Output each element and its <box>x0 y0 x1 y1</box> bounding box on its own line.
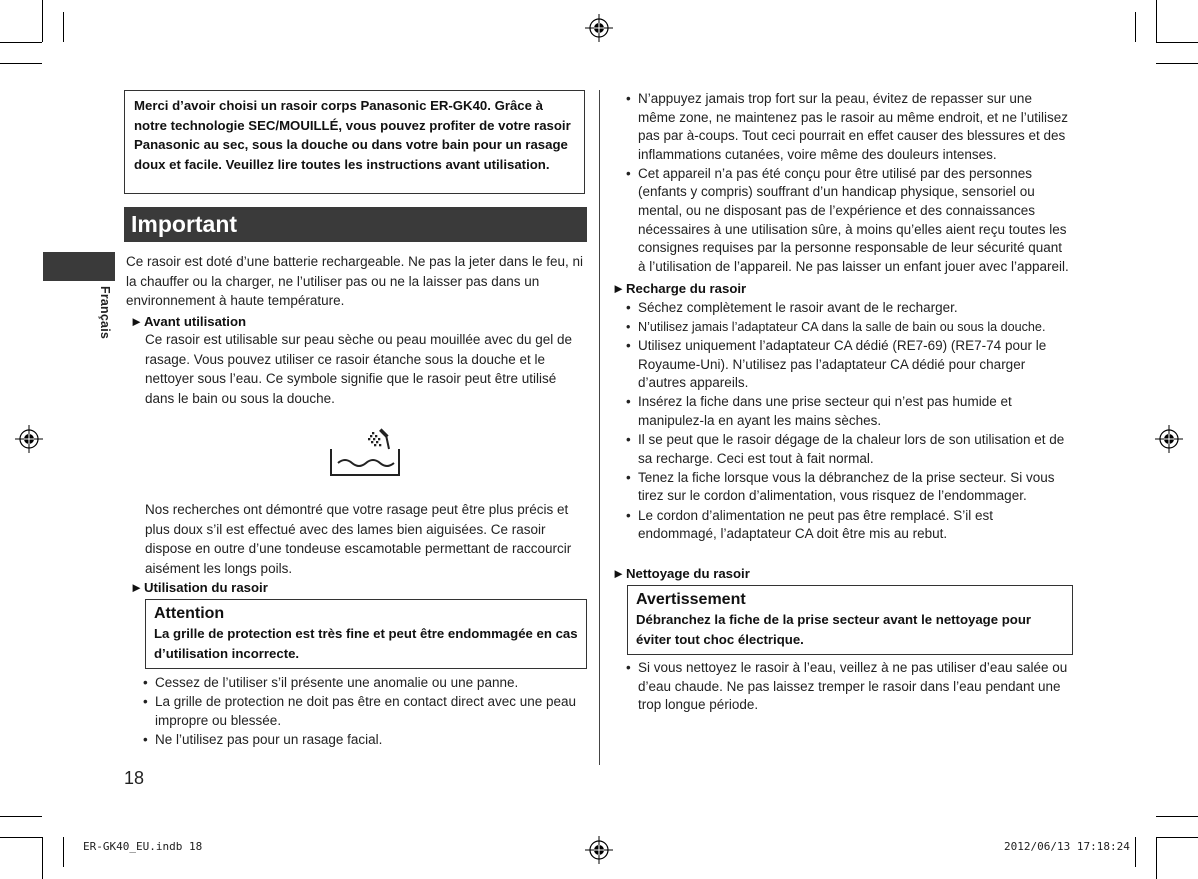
registration-mark-icon <box>585 836 613 864</box>
utilisation-heading <box>130 579 268 597</box>
list-item: • Cet appareil n’a pas été conçu pour être utilisé par des personnes (enfants y compris) souffrant d’un handicap physique, sensoriel ou mental, ou ne disposant pas de l’expérience et des connaissances nécessaires à une utilisation sûre, à moins qu’elles aient reçu toutes les consignes requises par la personne responsable de leur sécurité quant à l’utilisation de l’appareil. Ne pas laisser un enfant jouer avec l’appareil. <box>626 165 1073 277</box>
registration-mark-icon <box>15 425 43 453</box>
utilisation-list <box>143 674 583 750</box>
footer-date: 2012/06/13 17:18:24 <box>1004 840 1130 853</box>
avant-text-2: Nos recherches ont démontré que votre rasage peut être plus précis et plus doux s’il est effectué avec des lames bien aiguisées. Ce rasoir dispose en outre d’une tondeuse escamotable permettant de raccourcir aisément les longs poils. <box>145 502 572 576</box>
list-item: • Utilisez uniquement l’adaptateur CA dédié (RE7-69) (RE7-74 pour le Royaume-Uni). N’utilisez pas l’adaptateur CA dédié pour charger d’autres appareils. <box>626 337 1073 393</box>
utilisation-heading-label: Utilisation du rasoir <box>144 580 268 595</box>
intro-box: Merci d’avoir choisi un rasoir corps Panasonic ER-GK40. Grâce à notre technologie SEC/MOUILLÉ, vous pouvez profiter de votre rasoir Panasonic au sec, sous la douche ou dans votre bain pour un rasage doux et facile. Veuillez lire toutes les instructions avant utilisation. <box>124 90 585 194</box>
nettoyage-heading <box>612 565 750 583</box>
list-item: • N’utilisez jamais l’adaptateur CA dans la salle de bain ou sous la douche. <box>626 318 1073 337</box>
important-heading: Important <box>124 207 587 242</box>
list-item: • Tenez la fiche lorsque vous la débranchez de la prise secteur. Si vous tirez sur le cordon d’alimentation, vous risquez de l’endommager. <box>626 469 1073 506</box>
list-item: • Le cordon d’alimentation ne peut pas être remplacé. S’il est endommagé, l’adaptateur CA doit être mis au rebut. <box>626 507 1073 544</box>
list-item: • Ne l’utilisez pas pour un rasage facial. <box>143 731 583 750</box>
page-number: 18 <box>124 768 145 788</box>
language-tab <box>43 252 115 281</box>
recharge-heading-label: Recharge du rasoir <box>626 281 747 296</box>
attention-title: Attention <box>154 605 225 622</box>
registration-mark-icon <box>585 14 613 42</box>
triangle-right-icon: ► <box>612 566 626 581</box>
list-item: • Séchez complètement le rasoir avant de le recharger. <box>626 299 1073 318</box>
recharge-list <box>626 299 1073 544</box>
triangle-right-icon: ► <box>130 314 144 329</box>
avant-heading <box>130 313 246 331</box>
list-item: • Cessez de l’utiliser s’il présente une anomalie ou une panne. <box>143 674 583 693</box>
recharge-heading <box>612 280 746 298</box>
list-item: • Si vous nettoyez le rasoir à l’eau, veillez à ne pas utiliser d’eau salée ou d’eau chaude. Ne pas laissez tremper le rasoir dans l’eau pendant une trop longue période. <box>626 659 1073 715</box>
attention-text: La grille de protection est très fine et peut être endommagée en cas d’utilisation incorrecte. <box>154 626 578 661</box>
shower-bath-icon <box>328 425 402 477</box>
warning-text: Débranchez la fiche de la prise secteur avant le nettoyage pour éviter tout choc électrique. <box>636 612 1032 647</box>
list-item: • Insérez la fiche dans une prise secteur qui n’est pas humide et manipulez-la en ayant les mains sèches. <box>626 393 1073 430</box>
battery-text: Ce rasoir est doté d’une batterie rechargeable. Ne pas la jeter dans le feu, ni la chauffer ou la charger, ne l’utiliser pas ou ne la laisser pas dans un environnement à haute température. <box>126 254 584 308</box>
avant-text: Ce rasoir est utilisable sur peau sèche ou peau mouillée avec du gel de rasage. Vous pouvez utiliser ce rasoir étanche sous la douche et le nettoyer sous l’eau. Ce symbole signifie que le rasoir peut être utilisé dans le bain ou sous la douche. <box>145 332 573 406</box>
nettoyage-heading-label: Nettoyage du rasoir <box>626 566 750 581</box>
list-item: • La grille de protection ne doit pas être en contact direct avec une peau impropre ou blessée. <box>143 693 583 730</box>
language-label: Français <box>98 286 112 340</box>
triangle-right-icon: ► <box>612 281 626 296</box>
warning-box <box>627 585 1073 655</box>
list-item: • Il se peut que le rasoir dégage de la chaleur lors de son utilisation et de sa recharge. Ceci est tout à fait normal. <box>626 431 1073 468</box>
list-item: • N’appuyez jamais trop fort sur la peau, évitez de repasser sur une même zone, ne maintenez pas le rasoir au même endroit, et ne l’utilisez pas par à-coups. Tout ceci pourrait en effet causer des blessures et des inflammations cutanées, voire même des douleurs intenses. <box>626 90 1073 164</box>
column-divider <box>599 90 600 765</box>
triangle-right-icon: ► <box>130 580 144 595</box>
registration-mark-icon <box>1155 425 1183 453</box>
general-safety-list <box>626 90 1073 277</box>
footer-file: ER-GK40_EU.indb 18 <box>83 840 203 853</box>
avant-heading-label: Avant utilisation <box>144 314 247 329</box>
attention-box <box>145 599 587 669</box>
warning-title: Avertissement <box>636 591 746 608</box>
nettoyage-list <box>626 659 1073 715</box>
